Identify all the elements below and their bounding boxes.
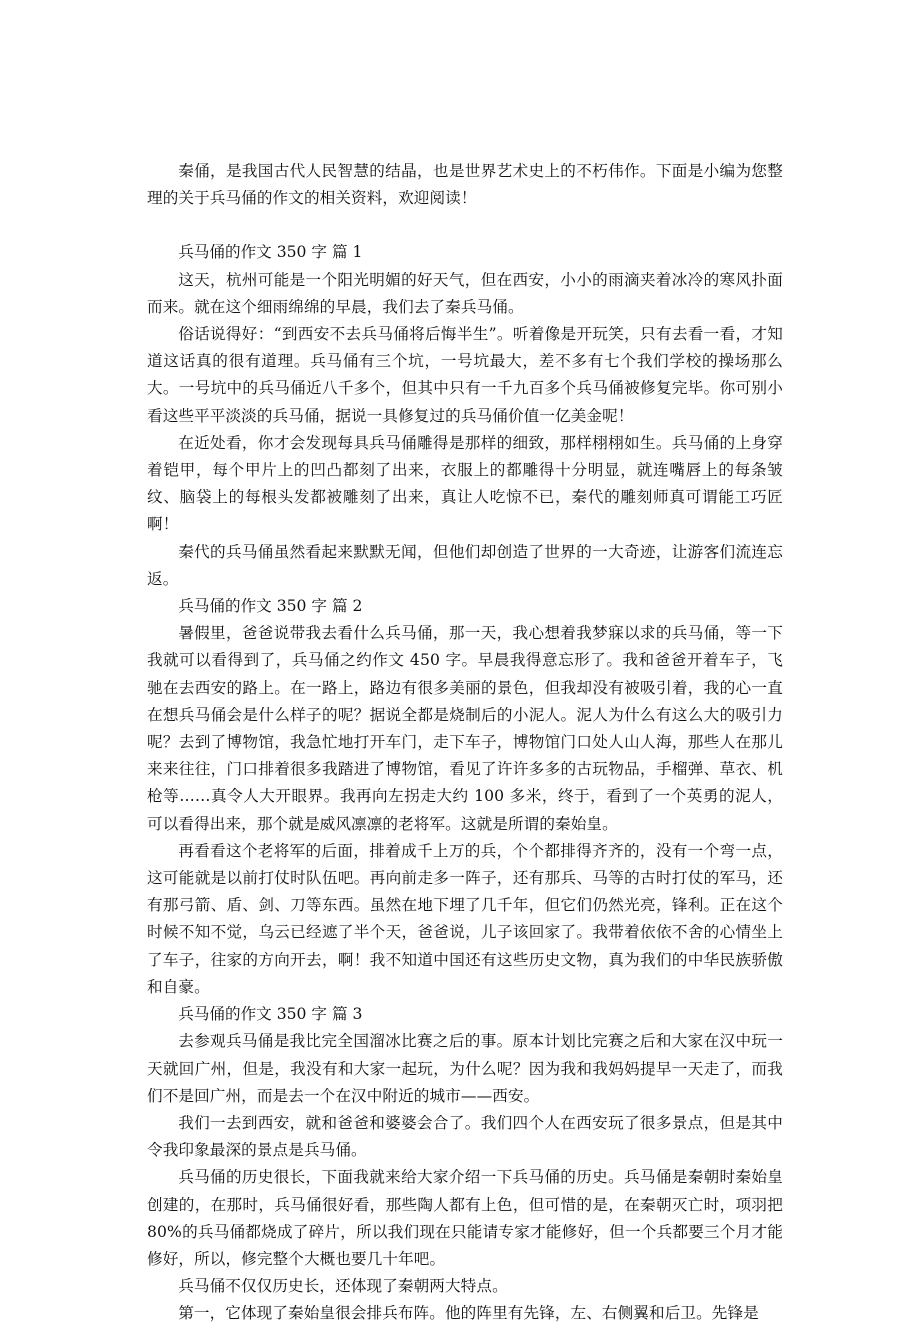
section-2-heading: 兵马俑的作文 350 字 篇 2	[178, 597, 363, 616]
section-2-paragraph-1: 暑假里，爸爸说带我去看什么兵马俑，那一天，我心想着我梦寐以求的兵马俑，等一下我就可以看得到了，兵马俑之约作文 450 字。早晨我得意忘形了。我和爸爸开着车子，飞驰在去西安的路上。在一路上，路边有很多美丽的景色，但我却没有被吸引着，我的心一直在想兵马俑会是什么样子的呢？据说全都是烧制后的小泥人。泥人为什么有这么大的吸引力呢？去到了博物馆，我急忙地打开车门，走下车子，博物馆门口处人山人海，那些人在那儿来来往往，门口排着很多我踏进了博物馆，看见了许许多多的古玩物品，手榴弹、草衣、机枪等……真令人大开眼界。我再向左拐走大约 100 多米，终于，看到了一个英勇的泥人，可以看得出来，那个就是威风凛凛的老将军。这就是所谓的秦始皇。	[147, 624, 783, 833]
section-3-paragraph-1: 去参观兵马俑是我比完全国溜冰比赛之后的事。原本计划比完赛之后和大家在汉中玩一天就回广州，但是，我没有和大家一起玩，为什么呢？因为我和我妈妈提早一天走了，而我们不是回广州，而是去一个在汉中附近的城市——西安。	[147, 1032, 783, 1105]
section-1-paragraph-4: 秦代的兵马俑虽然看起来默默无闻，但他们却创造了世界的一大奇迹，让游客们流连忘返。	[147, 542, 783, 588]
document-page	[147, 158, 783, 1328]
section-3-paragraph-4: 兵马俑不仅仅历史长，还体现了秦朝两大特点。	[178, 1277, 508, 1296]
section-3-paragraph-5: 第一，它体现了秦始皇很会排兵布阵。他的阵里有先锋，左、右侧翼和后卫。先锋是	[178, 1304, 759, 1323]
section-2-paragraph-2: 再看看这个老将军的后面，排着成千上万的兵，个个都排得齐齐的，没有一个弯一点，这可能就是以前打仗时队伍吧。再向前走多一阵子，还有那兵、马等的古时打仗的军马，还有那弓箭、盾、剑、刀等东西。虽然在地下埋了几千年，但它们仍然光亮，锋利。正在这个时候不知不觉，乌云已经遮了半个天，爸爸说，儿子该回家了。我带着依依不舍的心情坐上了车子，往家的方向开去，啊！我不知道中国还有这些历史文物，真为我们的中华民族骄傲和自豪。	[147, 841, 783, 996]
section-1-paragraph-2: 俗话说得好：“到西安不去兵马俑将后悔半生”。听着像是开玩笑，只有去看一看，才知道这话真的很有道理。兵马俑有三个坑，一号坑最大，差不多有七个我们学校的操场那么大。一号坑中的兵马俑近八千多个，但其中只有一千九百多个兵马俑被修复完毕。你可别小看这些平平淡淡的兵马俑，据说一具修复过的兵马俑价值一亿美金呢！	[147, 325, 783, 425]
intro-paragraph: 秦俑，是我国古代人民智慧的结晶，也是世界艺术史上的不朽伟作。下面是小编为您整理的关于兵马俑的作文的相关资料，欢迎阅读！	[147, 162, 783, 208]
section-3-paragraph-3: 兵马俑的历史很长，下面我就来给大家介绍一下兵马俑的历史。兵马俑是秦朝时秦始皇创建的，在那时，兵马俑很好看，那些陶人都有上色，但可惜的是，在秦朝灭亡时，项羽把 80%的兵马俑都烧成了碎片，所以我们现在只能请专家才能修好，但一个兵都要三个月才能修好，所以，修完整个大概也要几十年吧。	[147, 1168, 783, 1268]
section-3-heading: 兵马俑的作文 350 字 篇 3	[178, 1005, 363, 1024]
section-1-paragraph-1: 这天，杭州可能是一个阳光明媚的好天气，但在西安，小小的雨滴夹着冰冷的寒风扑面而来。就在这个细雨绵绵的早晨，我们去了秦兵马俑。	[147, 270, 783, 316]
section-1-paragraph-3: 在近处看，你才会发现每具兵马俑雕得是那样的细致，那样栩栩如生。兵马俑的上身穿着铠甲，每个甲片上的凹凸都刻了出来，衣服上的都雕得十分明显，就连嘴唇上的每条皱纹、脑袋上的每根头发都被雕刻了出来，真让人吃惊不已，秦代的雕刻师真可谓能工巧匠啊！	[147, 433, 783, 534]
section-3-paragraph-2: 我们一去到西安，就和爸爸和婆婆会合了。我们四个人在西安玩了很多景点，但是其中令我印象最深的景点是兵马俑。	[147, 1113, 783, 1160]
section-1-heading: 兵马俑的作文 350 字 篇 1	[178, 243, 363, 262]
